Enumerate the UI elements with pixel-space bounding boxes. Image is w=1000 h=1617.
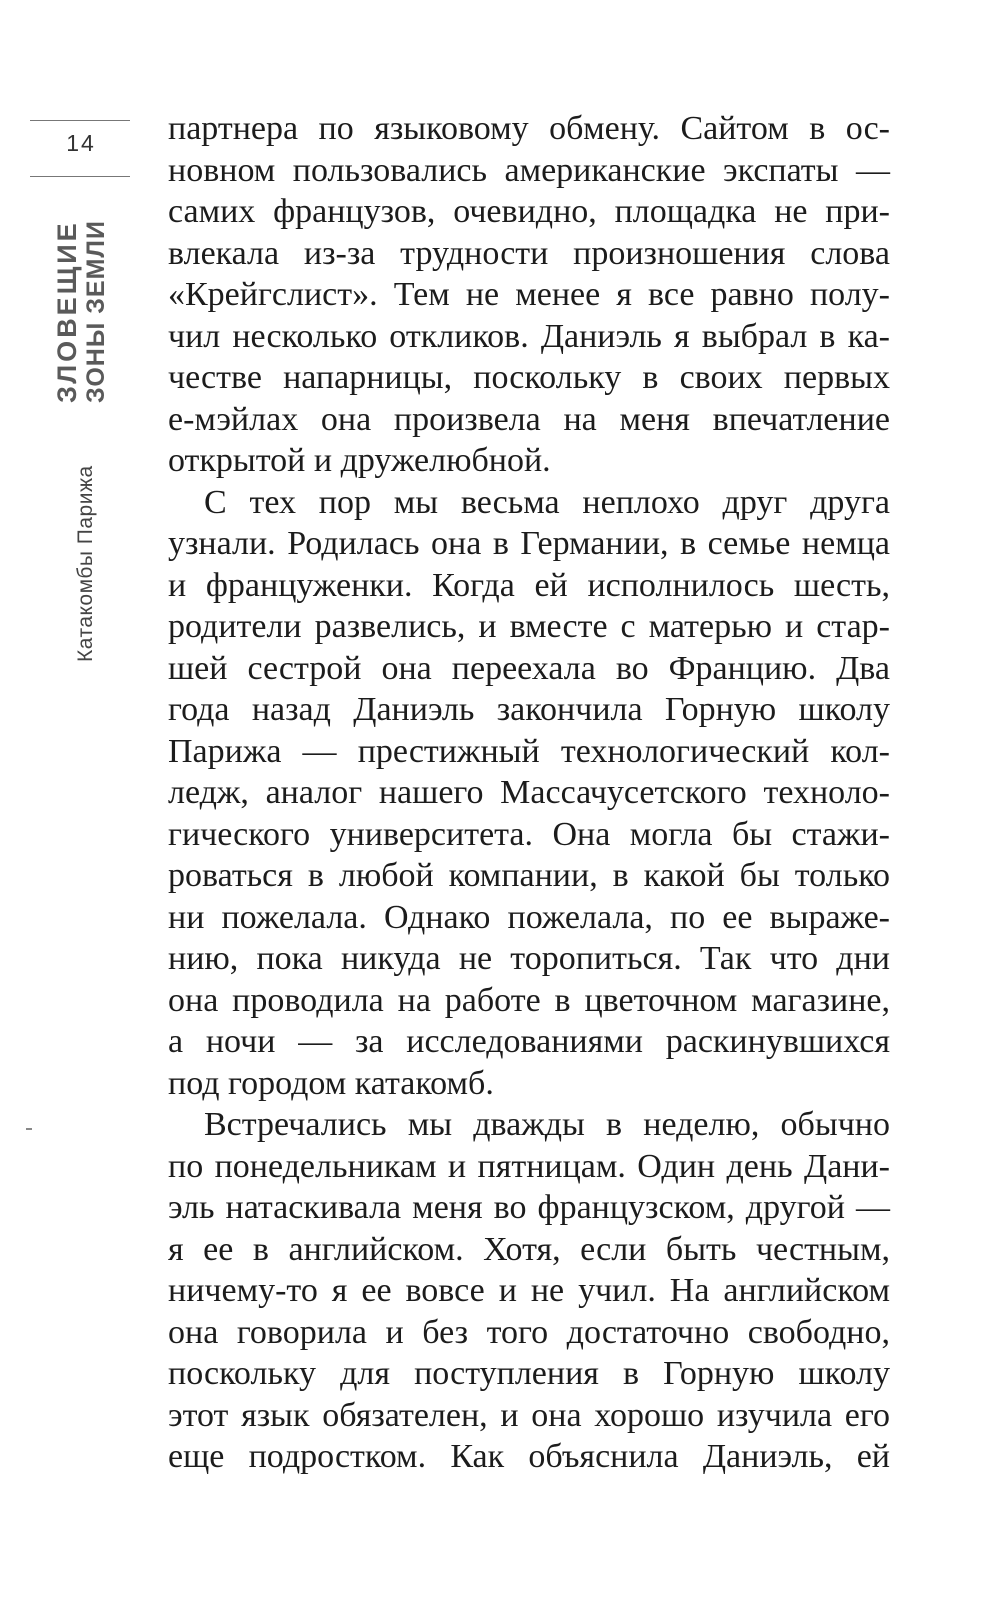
text-line: нию, пока никуда не торопиться. Так что дни [168,940,890,977]
text-line: узнали. Родилась она в Германии, в семье немца [168,525,890,562]
text-line: этот язык обязателен, и она хорошо изучила его [168,1396,890,1434]
running-header-margin [0,0,140,1617]
series-title-line-1: ЗЛОВЕЩИЕ [52,220,82,403]
text-line: влекала из-за трудности произношения слова [168,234,890,272]
text-line: Парижа — престижный технологический кол- [168,732,890,770]
text-line: я ее в английском. Хотя, если быть честным, [168,1230,890,1268]
text-line: роваться в любой компании, в какой бы только [168,857,890,894]
paragraph [168,108,890,482]
text-line: родители развелись, и вместе с матерью и стар- [168,608,890,645]
body-text [168,108,890,1478]
text-line: поскольку для поступления в Горную школу [168,1355,890,1392]
text-line: шей сестрой она переехала во Францию. Два [168,649,890,687]
text-line: партнера по языковому обмену. Сайтом в ос- [168,110,890,147]
text-line: а ночи — за исследованиями раскинувшихся [168,1023,890,1060]
text-line: по понедельникам и пятницам. Один день Дани- [168,1147,890,1185]
series-title-line-2: ЗОНЫ ЗЕМЛИ [82,220,110,403]
paragraph [168,1104,890,1478]
text-line: гического университета. Она могла бы стажи- [168,815,890,853]
chapter-title: Катакомбы Парижа [74,465,97,662]
text-line: и француженки. Когда ей исполнилось шесть, [168,566,890,604]
margin-tick-mark [26,1128,32,1130]
text-line: она говорила и без того достаточно свободно, [168,1313,890,1351]
text-line: ничему-то я ее вовсе и не учил. На английском [168,1272,890,1309]
paragraph [168,482,890,1105]
header-rule-bottom [30,176,130,177]
text-line: под городом катакомб. [168,1064,494,1102]
text-line: самих французов, очевидно, площадка не при- [168,193,890,230]
text-line: Встречались мы дважды в неделю, обычно [204,1106,890,1143]
text-line: ни пожелала. Однако пожелала, по ее выраже- [168,898,890,936]
text-line: открытой и дружелюбной. [168,442,551,479]
text-line: «Крейгслист». Тем не менее я все равно полу- [168,276,890,313]
text-line: честве напарницы, поскольку в своих первых [168,359,890,396]
text-line: новном пользовались американские экспаты — [168,151,890,189]
text-line: чил несколько откликов. Даниэль я выбрал в ка- [168,317,890,355]
text-line: она проводила на работе в цветочном магазине, [168,981,890,1019]
text-line: эль натаскивала меня во французском, другой — [168,1189,890,1226]
text-line: года назад Даниэль закончила Горную школу [168,691,890,728]
page-number: 14 [66,130,96,156]
text-line: е-мэйлах она произвела на меня впечатление [168,400,890,438]
text-line: С тех пор мы весьма неплохо друг друга [204,483,890,521]
header-rule-top [30,120,130,121]
text-line: ледж, аналог нашего Массачусетского техноло- [168,774,890,811]
text-line: еще подростком. Как объяснила Даниэль, ей [168,1438,890,1475]
